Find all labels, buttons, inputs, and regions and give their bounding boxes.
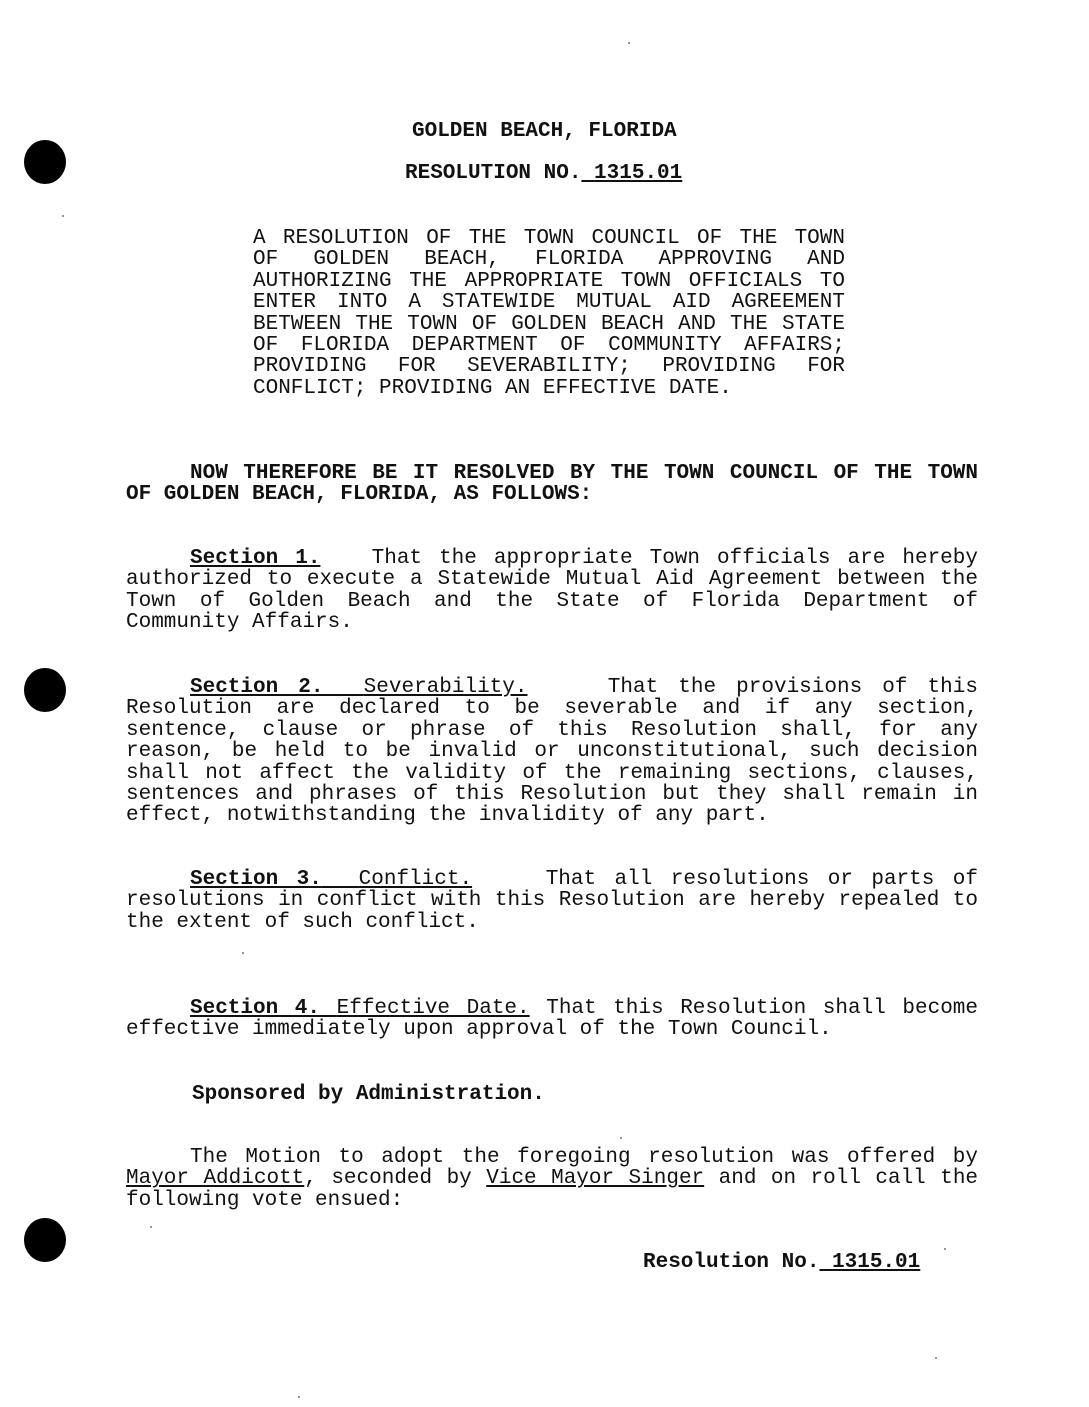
motion-line: following vote ensued: (126, 1188, 404, 1212)
punch-hole (24, 140, 66, 184)
section-label: Section 2. (190, 676, 324, 699)
section-line: effective immediately upon approval of the Town Council. (126, 1018, 832, 1042)
resolution-label: RESOLUTION NO. (405, 162, 582, 185)
motion-text: , seconded by (304, 1167, 472, 1191)
section-line: reason, be held to be invalid or unconstitutional, such decision (126, 740, 978, 764)
section-label: Section 4. (190, 997, 321, 1020)
motion-text: and on roll call the (718, 1167, 979, 1191)
resolution-number: 1315.01 (594, 162, 683, 185)
section-line: sentences and phrases of this Resolution but they shall remain in (126, 782, 978, 806)
seconder-name: Vice Mayor Singer (486, 1167, 705, 1191)
section-3 (126, 869, 978, 933)
section-label: Section 3. (190, 868, 322, 891)
resolved-clause (126, 463, 978, 506)
section-heading: Conflict. (358, 868, 473, 891)
footer-number: 1315.01 (832, 1251, 921, 1274)
mover-name: Mayor Addicott (126, 1167, 305, 1191)
resolution-title (253, 228, 845, 399)
section-line: Resolution are declared to be severable and if any section, (126, 697, 978, 721)
resolved-line: OF GOLDEN BEACH, FLORIDA, AS FOLLOWS: (126, 483, 593, 507)
sponsored-by: Sponsored by Administration. (192, 1083, 545, 1106)
section-2 (126, 677, 978, 827)
resolution-heading (405, 163, 682, 184)
section-line: authorized to execute a Statewide Mutual Aid Agreement between the (126, 568, 978, 592)
title-line: CONFLICT; PROVIDING AN EFFECTIVE DATE. (253, 376, 732, 400)
section-line: effect, notwithstanding the invalidity of any part. (126, 804, 769, 828)
title-line: OF GOLDEN BEACH, FLORIDA APPROVING AND (253, 248, 845, 272)
section-4 (126, 998, 978, 1041)
title-line: A RESOLUTION OF THE TOWN COUNCIL OF THE TOWN (253, 227, 845, 250)
section-label: Section 1. (190, 547, 321, 570)
motion-paragraph (126, 1147, 978, 1211)
footer-resolution-number (643, 1252, 920, 1273)
title-line: BETWEEN THE TOWN OF GOLDEN BEACH AND THE STATE (253, 312, 845, 336)
section-heading: Severability. (363, 676, 528, 699)
section-heading: Effective Date. (336, 997, 530, 1020)
title-line: AUTHORIZING THE APPROPRIATE TOWN OFFICIALS TO (253, 269, 845, 293)
section-text: That this Resolution shall become (546, 997, 979, 1020)
title-line: ENTER INTO A STATEWIDE MUTUAL AID AGREEMENT (253, 291, 845, 315)
motion-line: The Motion to adopt the foregoing resolution was offered by (190, 1146, 978, 1169)
section-text: That the appropriate Town officials are hereby (371, 547, 978, 570)
town-heading: GOLDEN BEACH, FLORIDA (412, 120, 677, 143)
footer-label: Resolution No. (643, 1251, 820, 1274)
section-text: That all resolutions or parts of (545, 868, 978, 891)
resolved-line: NOW THEREFORE BE IT RESOLVED BY THE TOWN COUNCIL OF THE TOWN (190, 462, 978, 485)
section-line: sentence, clause or phrase of this Resolution shall, for any (126, 718, 978, 742)
section-text: That the provisions of this (607, 676, 978, 699)
section-line: Town of Golden Beach and the State of Florida Department of (126, 589, 978, 613)
section-line: the extent of such conflict. (126, 910, 479, 934)
punch-hole (24, 668, 66, 712)
title-line: PROVIDING FOR SEVERABILITY; PROVIDING FOR (253, 355, 845, 379)
section-line: shall not affect the validity of the remaining sections, clauses, (126, 761, 978, 785)
section-line: Community Affairs. (126, 611, 353, 635)
section-1 (126, 548, 978, 634)
punch-hole (24, 1218, 66, 1262)
title-line: OF FLORIDA DEPARTMENT OF COMMUNITY AFFAIRS; (253, 333, 845, 357)
section-line: resolutions in conflict with this Resolution are hereby repealed to (126, 889, 978, 913)
